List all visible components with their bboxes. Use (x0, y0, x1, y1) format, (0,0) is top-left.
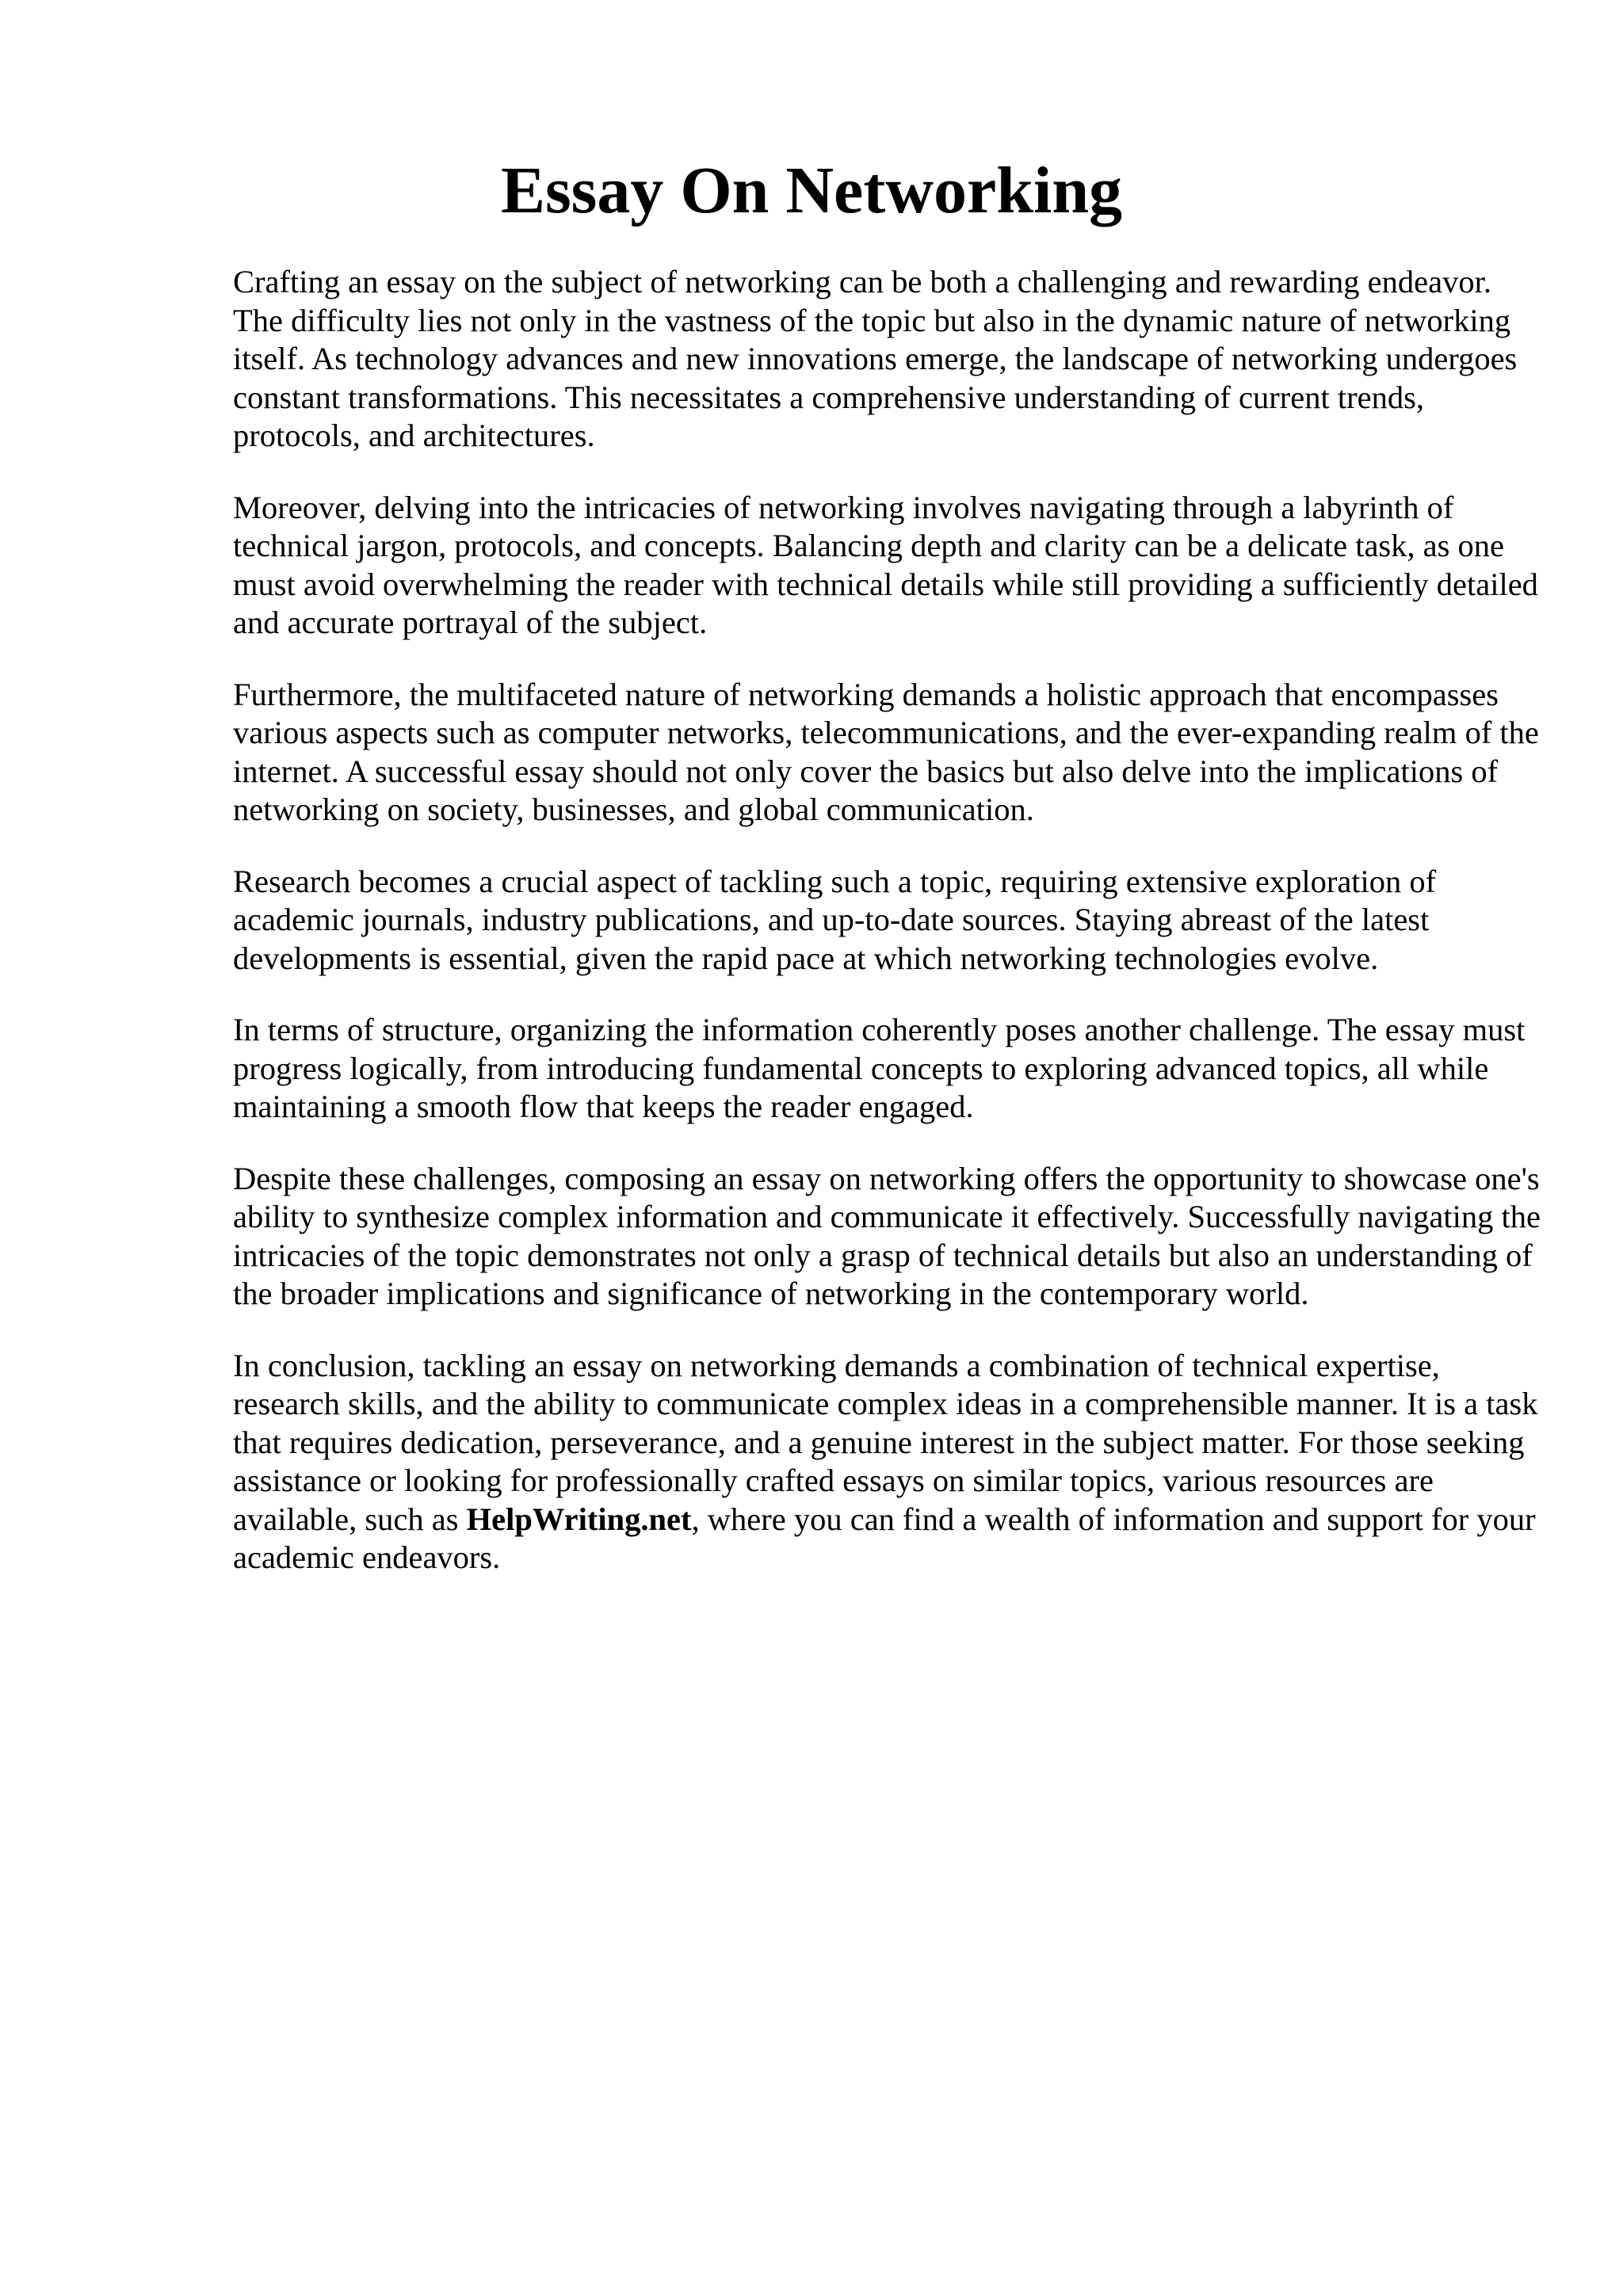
paragraph-3: Furthermore, the multifaceted nature of networking demands a holistic approach that encompasses various aspects such as computer networks, telecommunications, and the ever-expanding realm of the internet. A successful essay should not only cover the basics but also delve into the implications of networking on society, businesses, and global communication. (233, 676, 1539, 827)
paragraph-5: In terms of structure, organizing the information coherently poses another challenge. The essay must progress logically, from introducing fundamental concepts to exploring advanced topics, all while maintaining a smooth flow that keeps the reader engaged. (233, 1012, 1526, 1124)
paragraph-4: Research becomes a crucial aspect of tackling such a topic, requiring extensive exploration of academic journals, industry publications, and up-to-date sources. Staying abreast of the latest developments is essential, given the rapid pace at which networking technologies evolve. (233, 863, 1437, 976)
essay-body (233, 263, 1549, 1611)
page-title: Essay On Networking (500, 154, 1123, 227)
paragraph-conclusion (233, 1347, 1549, 1577)
conclusion-text-before-link: In conclusion, tackling an essay on networking demands a combination of technical expertise, research skills, and the ability to communicate complex ideas in a comprehensible manner. It is a task that requires dedication, perseverance, and a genuine interest in the subject matter. For those seeking assistance or looking for professionally crafted essays on similar topics, various resources are available, such as (233, 1347, 1538, 1537)
paragraph-6: Despite these challenges, composing an essay on networking offers the opportunity to showcase one's ability to synthesize complex information and communicate it effectively. Successfully navigating the intricacies of the topic demonstrates not only a grasp of technical details but also an understanding of the broader implications and significance of networking in the contemporary world. (233, 1160, 1541, 1311)
conclusion-text-after-link: , where you can find a wealth of information and support for your academic endeavors. (233, 1501, 1536, 1575)
paragraph-1: Crafting an essay on the subject of networking can be both a challenging and rewarding endeavor. The difficulty lies not only in the vastness of the topic but also in the dynamic nature of networking itself. As technology advances and new innovations emerge, the landscape of networking undergoes constant transformations. This necessitates a comprehensive understanding of current trends, protocols, and architectures. (233, 264, 1518, 453)
paragraph-2: Moreover, delving into the intricacies of networking involves navigating through a labyrinth of technical jargon, protocols, and concepts. Balancing depth and clarity can be a delicate task, as one must avoid overwhelming the reader with technical details while still providing a sufficiently detailed and accurate portrayal of the subject. (233, 489, 1538, 640)
helpwriting-link[interactable]: HelpWriting.net (466, 1501, 692, 1537)
